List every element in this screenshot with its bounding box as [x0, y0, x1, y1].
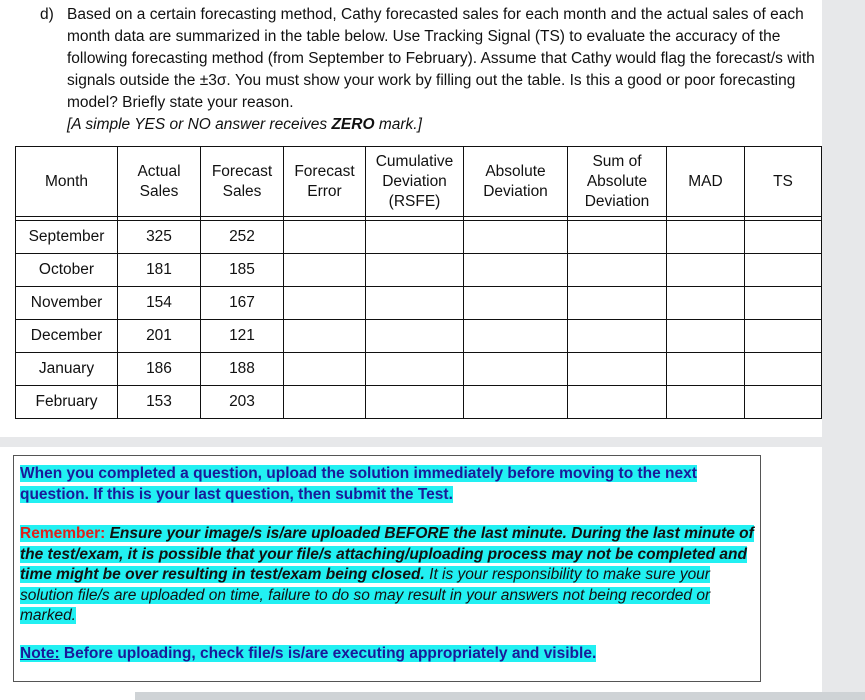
header-sum-absolute-deviation: Sum of Absolute Deviation [568, 147, 667, 217]
remember-label: Remember: [20, 525, 106, 542]
cell-actual: 201 [118, 320, 201, 353]
cell-empty[interactable] [284, 353, 366, 386]
header-ts: TS [745, 147, 822, 217]
cell-empty[interactable] [667, 320, 745, 353]
cell-empty[interactable] [366, 320, 464, 353]
cell-empty[interactable] [284, 386, 366, 419]
question-note-start: [A simple YES or NO answer receives [67, 116, 332, 133]
table-row [16, 386, 822, 419]
cell-empty[interactable] [568, 287, 667, 320]
cell-actual: 153 [118, 386, 201, 419]
question-note-end: mark.] [374, 116, 422, 133]
cell-month: December [16, 320, 118, 353]
header-cumulative-deviation: Cumulative Deviation (RSFE) [366, 147, 464, 217]
question-label: d) [40, 6, 54, 23]
cell-empty[interactable] [366, 221, 464, 254]
cell-month: February [16, 386, 118, 419]
cell-forecast: 167 [201, 287, 284, 320]
cell-empty[interactable] [568, 254, 667, 287]
cell-empty[interactable] [464, 320, 568, 353]
cell-empty[interactable] [667, 353, 745, 386]
remember-bold-text: Ensure your image/s is/are uploaded BEFORE the last minute. During the last minute of the test/exam, it is possible that your file/s attaching/uploading process may not be completed and time might be over resulting in test/exam being closed. [20, 525, 754, 583]
cell-empty[interactable] [667, 386, 745, 419]
cell-empty[interactable] [568, 320, 667, 353]
cell-empty[interactable] [464, 386, 568, 419]
cell-forecast: 185 [201, 254, 284, 287]
bottom-scrollbar[interactable] [135, 692, 865, 700]
header-month: Month [16, 147, 118, 217]
cell-empty[interactable] [366, 287, 464, 320]
cell-empty[interactable] [366, 254, 464, 287]
cell-empty[interactable] [568, 386, 667, 419]
question-text [40, 4, 820, 136]
cell-empty[interactable] [745, 386, 822, 419]
table-row [16, 320, 822, 353]
cell-empty[interactable] [284, 254, 366, 287]
header-mad: MAD [667, 147, 745, 217]
cell-empty[interactable] [667, 287, 745, 320]
cell-empty[interactable] [667, 221, 745, 254]
table-row [16, 287, 822, 320]
cell-empty[interactable] [745, 353, 822, 386]
cell-forecast: 121 [201, 320, 284, 353]
note-text: Before uploading, check file/s is/are executing appropriately and visible. [59, 645, 597, 662]
cell-empty[interactable] [284, 287, 366, 320]
cell-forecast: 252 [201, 221, 284, 254]
header-actual-sales: Actual Sales [118, 147, 201, 217]
cell-empty[interactable] [284, 221, 366, 254]
remember-italic-text: It is your responsibility to make sure your solution file/s are uploaded on time, failure to do so may result in your answers not being recorded or marked. [20, 566, 711, 624]
note-paragraph [20, 644, 756, 665]
table-row [16, 221, 822, 254]
cell-empty[interactable] [464, 287, 568, 320]
question-note-bold: ZERO [331, 116, 375, 133]
cell-empty[interactable] [366, 386, 464, 419]
cell-forecast: 188 [201, 353, 284, 386]
cell-month: October [16, 254, 118, 287]
cell-actual: 325 [118, 221, 201, 254]
cell-empty[interactable] [464, 353, 568, 386]
cell-empty[interactable] [745, 221, 822, 254]
cell-actual: 181 [118, 254, 201, 287]
cell-empty[interactable] [568, 221, 667, 254]
cell-actual: 154 [118, 287, 201, 320]
notice-box [13, 455, 761, 682]
remember-paragraph [20, 524, 756, 627]
forecast-table [15, 146, 822, 419]
table-row [16, 254, 822, 287]
cell-empty[interactable] [464, 221, 568, 254]
table-header-row [16, 147, 822, 217]
cell-month: September [16, 221, 118, 254]
header-forecast-error: Forecast Error [284, 147, 366, 217]
question-body: Based on a certain forecasting method, Cathy forecasted sales for each month and the actual sales of each month data are summarized in the table below. Use Tracking Signal (TS) to evaluate the accuracy of the following forecasting method (from September to February). Assume that Cathy would flag the forecast/s with signals outside the ±3σ. You must show your work by filling out the table. Is this a good or poor forecasting model? Briefly state your reason. [67, 6, 815, 111]
cell-empty[interactable] [667, 254, 745, 287]
cell-empty[interactable] [745, 287, 822, 320]
header-absolute-deviation: Absolute Deviation [464, 147, 568, 217]
cell-month: November [16, 287, 118, 320]
cell-empty[interactable] [745, 254, 822, 287]
table-row [16, 353, 822, 386]
cell-empty[interactable] [568, 353, 667, 386]
note-label: Note: [20, 645, 60, 662]
cell-forecast: 203 [201, 386, 284, 419]
header-forecast-sales: Forecast Sales [201, 147, 284, 217]
cell-actual: 186 [118, 353, 201, 386]
question-note [67, 114, 820, 136]
cell-empty[interactable] [366, 353, 464, 386]
cell-empty[interactable] [284, 320, 366, 353]
cell-empty[interactable] [464, 254, 568, 287]
upload-instruction: When you completed a question, upload the solution immediately before moving to the next question. If this is your last question, then submit the Test. [20, 465, 697, 503]
cell-month: January [16, 353, 118, 386]
cell-empty[interactable] [745, 320, 822, 353]
